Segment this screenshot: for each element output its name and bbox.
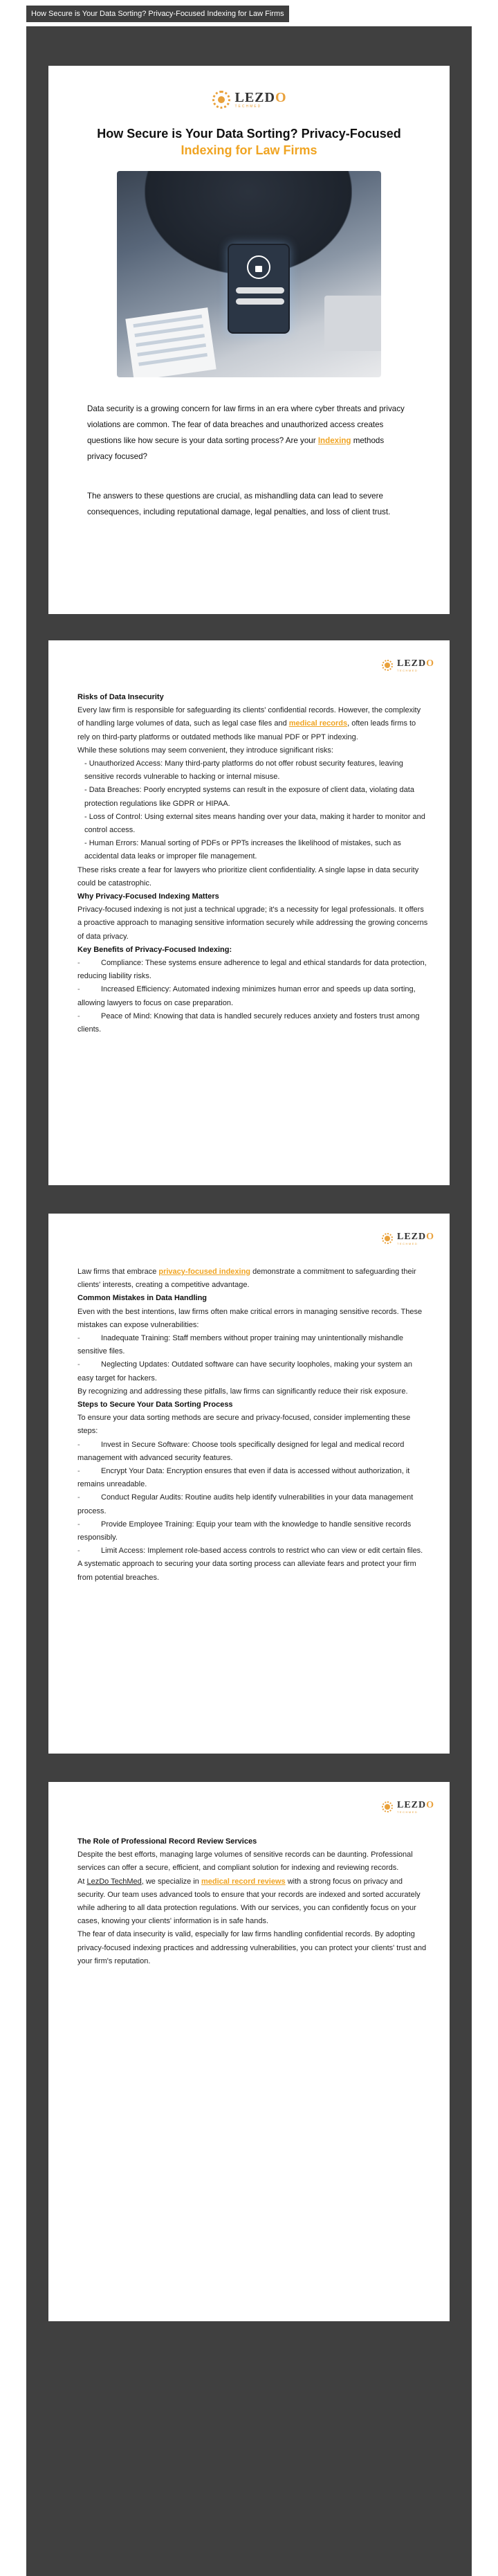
page-4 — [48, 1782, 450, 2321]
lezdo-logo-icon — [211, 89, 232, 110]
section-heading: Steps to Secure Your Data Sorting Process — [77, 1400, 233, 1409]
paragraph: Despite the best efforts, managing large volumes of sensitive records can be daunting. Professional services can offer a secure, efficient, and compliant solution for indexing and reviewing records. — [77, 1850, 413, 1873]
paragraph: The fear of data insecurity is valid, especially for law firms handling confidential records. By adopting privacy-focused indexing practices and addressing vulnerabilities, you can protect your clients' trust and your firm's reputation. — [77, 1930, 427, 1965]
paragraph: These risks create a fear for lawyers who prioritize client confidentiality. A single lapse in data security could be catastrophic. — [77, 865, 419, 888]
list-item: - Limit Access: Implement role-based access controls to restrict who can view or edit certain files. — [77, 1544, 429, 1558]
list-item: - Peace of Mind: Knowing that data is handled securely reduces anxiety and fosters trust among clients. — [77, 1010, 429, 1036]
page-3-body — [77, 1266, 429, 1585]
intro-paragraph-2: The answers to these questions are crucial, as mishandling data can lead to severe consequences, including reputational damage, legal penalties, and loss of client trust. — [87, 492, 391, 516]
medical-record-reviews-link[interactable]: medical record reviews — [201, 1877, 286, 1886]
intro-paragraph: Data security is a growing concern for law firms in an era where cyber threats and privacy violations are common. The fear of data breaches and unauthorized access creates questions like how secure is your data sorting process? Are your Indexing methods privacy focused? — [87, 404, 405, 461]
paragraph: Every law firm is responsible for safeguarding its clients' confidential records. However, the complexity of handling large volumes of data, such as legal case files and medical records, often leads firms to rely on third-party platforms or outdated methods like manual PDF or PPT indexing. — [77, 706, 421, 741]
list-item: - Neglecting Updates: Outdated software can have security loopholes, making your system an easy target for hackers. — [77, 1358, 429, 1385]
page-1 — [48, 66, 450, 614]
document-viewer[interactable] — [26, 26, 472, 2576]
page-2-body — [77, 691, 429, 1036]
section-heading: The Role of Professional Record Review Services — [77, 1837, 257, 1846]
logo-name: LEZDO — [234, 90, 287, 105]
paragraph: By recognizing and addressing these pitfalls, law firms can significantly reduce their risk exposure. — [77, 1387, 408, 1396]
page-3 — [48, 1214, 450, 1754]
lezdo-logo-icon — [380, 1232, 394, 1245]
page-title: How Secure is Your Data Sorting? Privacy-Focused Indexing for Law Firms — [97, 127, 401, 157]
logo-tagline: TECHMED — [234, 105, 262, 109]
list-item: - Unauthorized Access: Many third-party platforms do not offer robust security features, leaving sensitive records vulnerable to hacking or internal misuse. — [84, 759, 403, 782]
lezdo-logo-icon — [380, 1800, 394, 1814]
list-item: - Increased Efficiency: Automated indexing minimizes human error and speeds up data sorting, allowing lawyers to focus on case preparation. — [77, 983, 429, 1009]
lezdo-logo-icon — [380, 658, 394, 672]
hero-security-photo — [117, 171, 381, 377]
paragraph: Even with the best intentions, law firms often make critical errors in managing sensitive records. These mistakes can expose vulnerabilities: — [77, 1307, 423, 1329]
paragraph: To ensure your data sorting methods are secure and privacy-focused, consider implementing these steps: — [77, 1414, 411, 1436]
section-heading: Common Mistakes in Data Handling — [77, 1294, 208, 1303]
privacy-indexing-link[interactable]: privacy-focused indexing — [158, 1268, 251, 1276]
paragraph: At LezDo TechMed, we specialize in medical record reviews with a strong focus on privacy and security. Our team uses advanced tools to ensure that your records are indexed and sorted accurately while adhering to all data protection regulations. With our services, you can confidently focus on your cases, knowing your clients' information is in safe hands. — [77, 1877, 421, 1926]
list-item: - Encrypt Your Data: Encryption ensures that even if data is accessed without authorization, it remains unreadable. — [77, 1465, 429, 1491]
window-title: How Secure is Your Data Sorting? Privacy-Focused Indexing for Law Firms — [26, 6, 289, 22]
list-item: - Conduct Regular Audits: Routine audits help identify vulnerabilities in your data management process. — [77, 1491, 429, 1517]
paragraph: Law firms that embrace privacy-focused indexing demonstrate a commitment to safeguarding their clients' interests, creating a competitive advantage. — [77, 1268, 416, 1290]
paragraph: Privacy-focused indexing is not just a technical upgrade; it's a necessity for legal professionals. It offers a proactive approach to managing sensitive information securely while addressing the growing concerns of data privacy. — [77, 906, 428, 941]
lezdo-logo — [87, 89, 411, 110]
padlock-icon — [247, 255, 270, 279]
page-2 — [48, 640, 450, 1185]
medical-records-link[interactable]: medical records — [288, 719, 348, 728]
list-item: - Loss of Control: Using external sites means handing over your data, making it harder to monitor and control access. — [84, 812, 425, 835]
lezdo-logo: LEZDO TECHMED — [380, 1232, 434, 1245]
section-heading: Key Benefits of Privacy-Focused Indexing: — [77, 945, 232, 954]
lezdo-logo: LEZDO TECHMED — [380, 658, 434, 672]
list-item: - Data Breaches: Poorly encrypted systems can result in the exposure of client data, violating data protection regulations like GDPR or HIPAA. — [84, 786, 414, 808]
list-item: - Human Errors: Manual sorting of PDFs or PPTs increases the likelihood of mistakes, such as accidental data leaks or improper file management. — [84, 839, 401, 861]
lezdo-techmed-link[interactable]: LezDo TechMed — [86, 1877, 142, 1886]
list-item: - Provide Employee Training: Equip your team with the knowledge to handle sensitive records responsibly. — [77, 1518, 429, 1544]
paragraph: A systematic approach to securing your data sorting process can alleviate fears and protect your firm from potential breaches. — [77, 1560, 416, 1582]
section-heading: Why Privacy-Focused Indexing Matters — [77, 892, 219, 901]
list-item: - Compliance: These systems ensure adherence to legal and ethical standards for data protection, reducing liability risks. — [77, 957, 429, 983]
list-item: - Invest in Secure Software: Choose tools specifically designed for legal and medical record management with advanced security features. — [77, 1439, 429, 1465]
section-heading: Risks of Data Insecurity — [77, 693, 164, 701]
lezdo-logo: LEZDO TECHMED — [380, 1800, 434, 1814]
page-4-body — [77, 1835, 429, 1968]
indexing-link[interactable]: Indexing — [317, 436, 351, 445]
paragraph: While these solutions may seem convenient, they introduce significant risks: — [77, 746, 333, 755]
list-item: - Inadequate Training: Staff members without proper training may unintentionally mishandle sensitive files. — [77, 1332, 429, 1358]
